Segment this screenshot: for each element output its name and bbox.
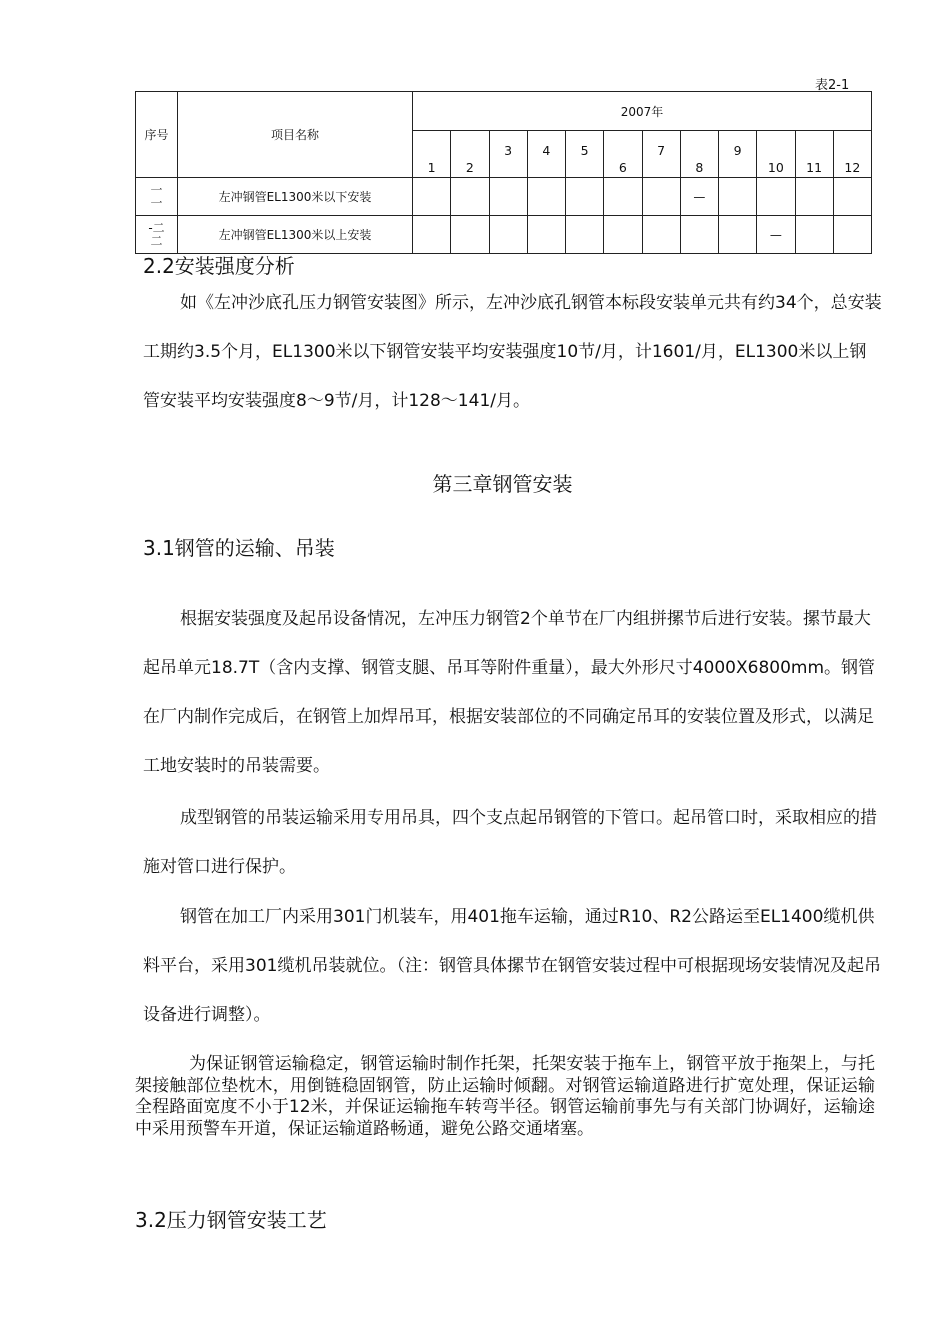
paragraph: 成型钢管的吊装运输采用专用吊具，四个支点起吊钢管的下管口。起吊管口时，采取相应的措施对管口进行保护。 xyxy=(143,808,877,877)
month-12: 12 xyxy=(833,131,871,178)
header-name: 项目名称 xyxy=(178,92,413,178)
section-3-1-heading: 3.1钢管的运输、吊装 xyxy=(143,536,335,560)
month-2: 2 xyxy=(451,131,489,178)
month-6: 6 xyxy=(604,131,642,178)
month-4: 4 xyxy=(527,131,565,178)
row-index: 一 一 xyxy=(136,178,178,216)
month-8: 8 xyxy=(680,131,718,178)
table-label: 表2-1 xyxy=(815,78,850,93)
paragraph: 为保证钢管运输稳定，钢管运输时制作托架，托架安装于拖车上，钢管平放于拖架上，与托架接触部位垫枕木，用倒链稳固钢管，防止运输时倾翻。对钢管运输道路进行扩宽处理，保证运输全程路面宽度不小于12米，并保证运输拖车转弯半径。钢管运输前事先与有关部门协调好，运输途中采用预警车开道，保证运输道路畅通，避免公路交通堵塞。 xyxy=(135,1054,875,1139)
header-year: 2007年 xyxy=(413,92,872,131)
table-row xyxy=(136,178,872,216)
row-index: -二 二 xyxy=(136,216,178,254)
schedule-mark: — xyxy=(680,178,718,216)
paragraph: 根据安装强度及起吊设备情况，左冲压力钢管2个单节在厂内组拼摞节后进行安装。摞节最大起吊单元18.7T（含内支撑、钢管支腿、吊耳等附件重量），最大外形尺寸4000X6800mm。钢管在厂内制作完成后，在钢管上加焊吊耳，根据安装部位的不同确定吊耳的安装位置及形式，以满足工地安装时的吊装需要。 xyxy=(143,609,876,776)
section-3-2-heading: 3.2压力钢管安装工艺 xyxy=(135,1208,327,1232)
month-5: 5 xyxy=(566,131,604,178)
row-name: 左冲钢管EL1300米以下安装 xyxy=(178,178,413,216)
table-row xyxy=(136,216,872,254)
paragraph: 钢管在加工厂内采用301门机装车，用401拖车运输，通过R10、R2公路运至EL1400缆机供料平台，采用301缆机吊装就位。（注：钢管具体摞节在钢管安装过程中可根据现场安装情况及起吊设备进行调整）。 xyxy=(143,907,881,1025)
schedule-mark: — xyxy=(757,216,795,254)
section-2-2-body: 如《左冲沙底孔压力钢管安装图》所示，左冲沙底孔钢管本标段安装单元共有约34个，总安装工期约3.5个月，EL1300米以下钢管安装平均安装强度10节/月，计1601/月，EL1300米以上钢管安装平均安装强度8〜9节/月，计128〜141/月。 xyxy=(143,293,882,411)
month-10: 10 xyxy=(757,131,795,178)
month-9: 9 xyxy=(719,131,757,178)
month-3: 3 xyxy=(489,131,527,178)
month-1: 1 xyxy=(413,131,451,178)
chapter-title: 第三章钢管安装 xyxy=(432,472,573,496)
row-name: 左冲钢管EL1300米以上安装 xyxy=(178,216,413,254)
month-11: 11 xyxy=(795,131,833,178)
month-7: 7 xyxy=(642,131,680,178)
header-index: 序号 xyxy=(136,92,178,178)
section-2-2-heading: 2.2安装强度分析 xyxy=(143,254,295,278)
schedule-table xyxy=(135,91,872,254)
